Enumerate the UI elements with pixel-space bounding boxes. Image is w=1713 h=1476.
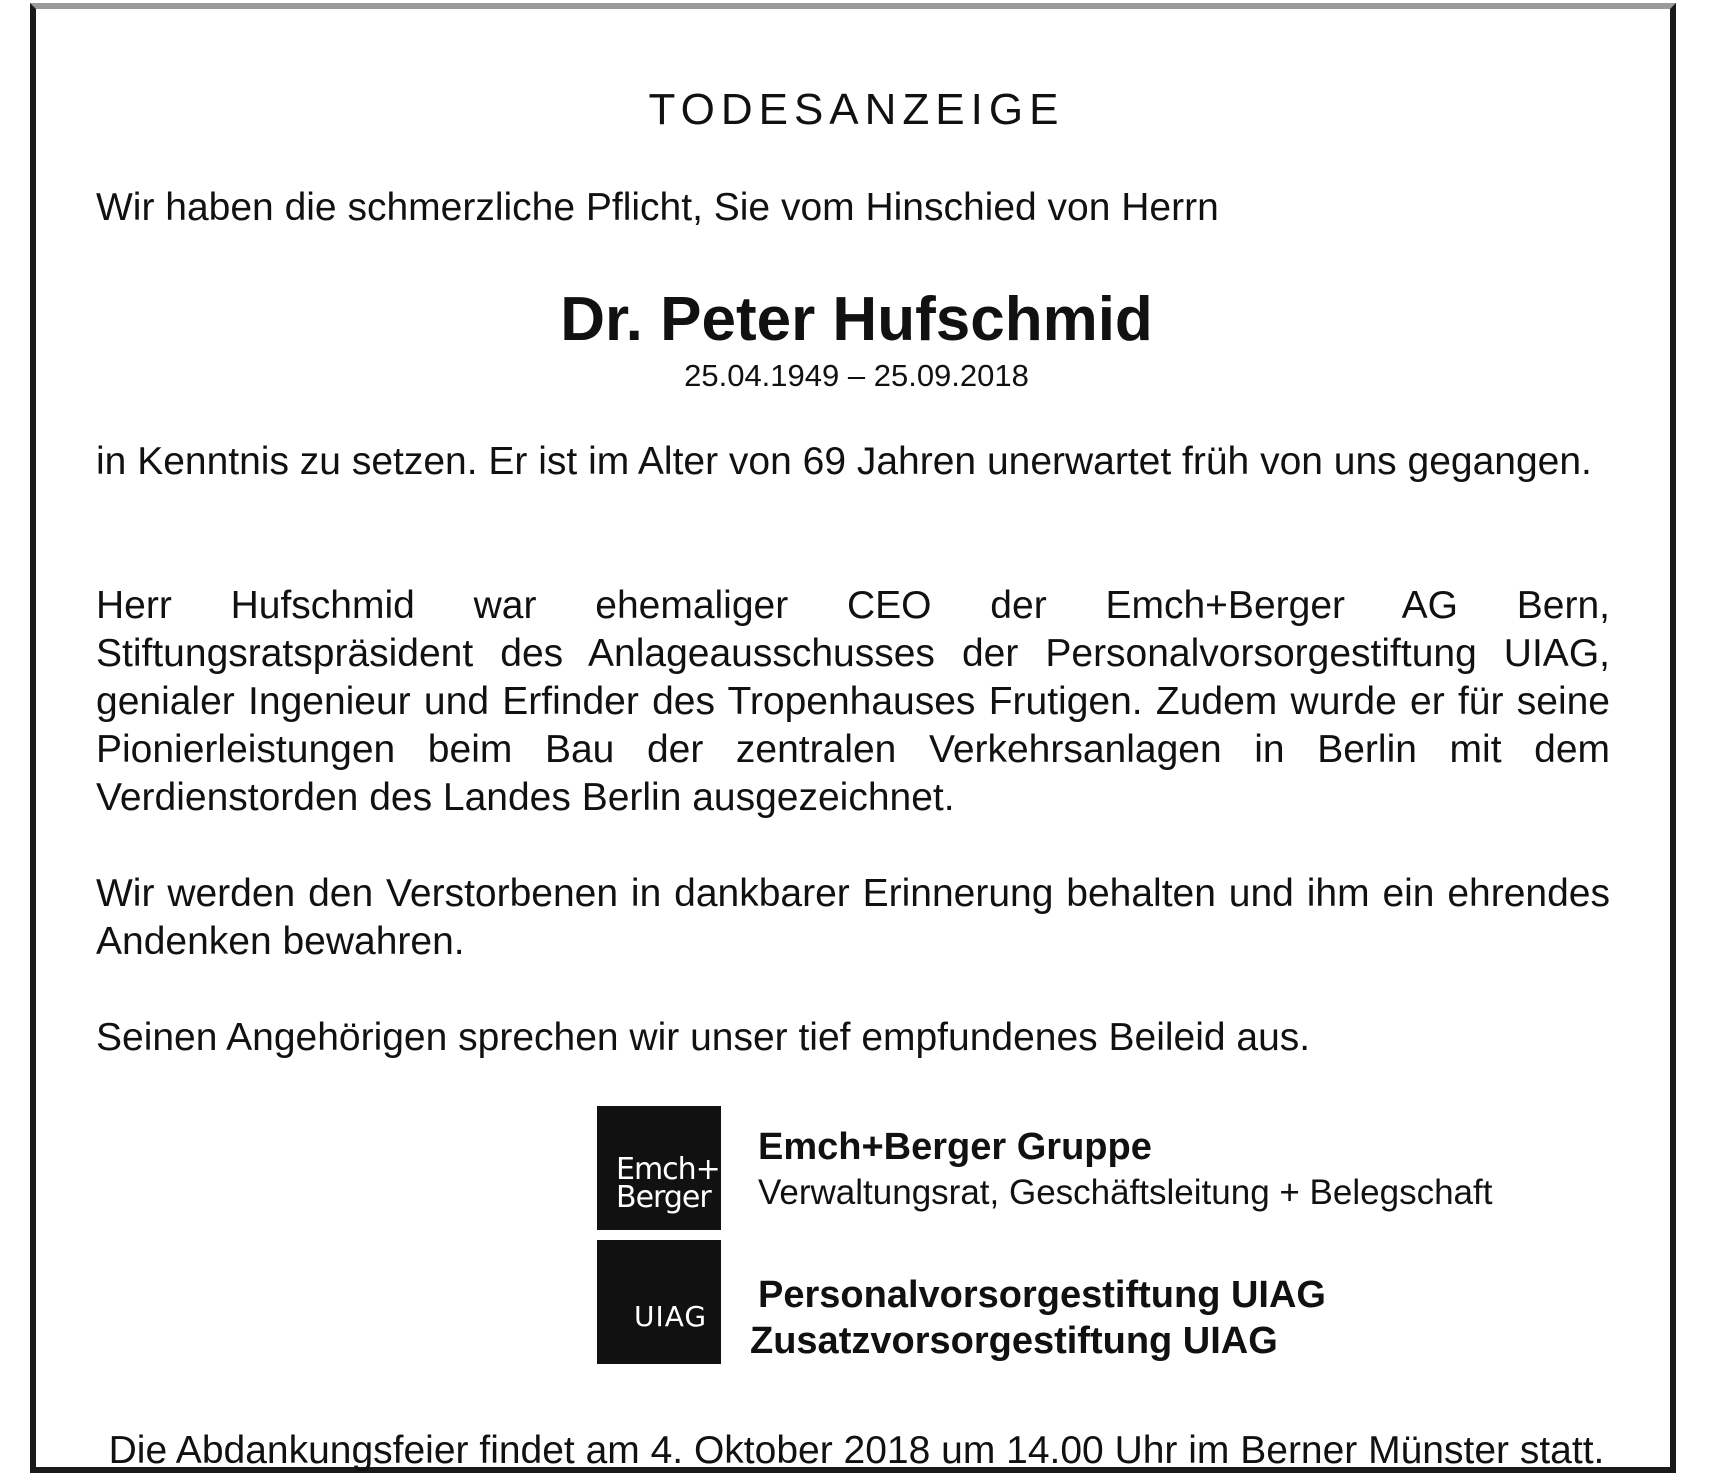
uiag-logo (597, 1240, 721, 1364)
intro-text: Wir haben die schmerzliche Pflicht, Sie vom Hinschied von Herrn (96, 186, 1219, 229)
funeral-notice: Die Abdankungsfeier findet am 4. Oktober 2018 um 14.00 Uhr im Berner Münster statt. (108, 1429, 1605, 1472)
paragraph-announcement: in Kenntnis zu setzen. Er ist im Alter von 69 Jahren unerwartet früh von uns gegangen. (96, 440, 1592, 483)
emch-berger-logo (597, 1106, 721, 1230)
emch-berger-logo-line2: Berger (616, 1180, 711, 1215)
emch-berger-logo-line1: Emch+ (616, 1152, 720, 1187)
notice-heading: TODESANZEIGE (648, 85, 1065, 134)
paragraph-biography: Herr Hufschmid war ehemaliger CEO der Emch+Berger AG Bern, Stiftungsratspräsident des Anlageausschusses der Personalvorsorgestiftung UIAG, genialer Ingenieur und Erfinder des Tropenhauses Frutigen. Zudem wurde er für seine Pionierleistungen beim Bau der zentralen Verkehrsanlagen in Berlin mit dem Verdienstorden des Landes Berlin ausgezeichnet. (96, 584, 1610, 819)
paragraph-condolence: Seinen Angehörigen sprechen wir unser tief empfundenes Beileid aus. (96, 1016, 1311, 1059)
uiag-pension-name: Personalvorsorgestiftung UIAG (758, 1274, 1326, 1316)
uiag-supplementary-name: Zusatzvorsorgestiftung UIAG (750, 1320, 1278, 1362)
life-dates: 25.04.1949 – 25.09.2018 (684, 358, 1029, 393)
uiag-logo-text: UIAG (634, 1300, 708, 1333)
deceased-name: Dr. Peter Hufschmid (560, 285, 1153, 354)
emch-berger-name: Emch+Berger Gruppe (758, 1126, 1152, 1168)
paragraph-remembrance: Wir werden den Verstorbenen in dankbarer Erinnerung behalten und ihm ein ehrendes Andenken bewahren. (96, 872, 1610, 963)
emch-berger-subtitle: Verwaltungsrat, Geschäftsleitung + Belegschaft (758, 1173, 1493, 1212)
